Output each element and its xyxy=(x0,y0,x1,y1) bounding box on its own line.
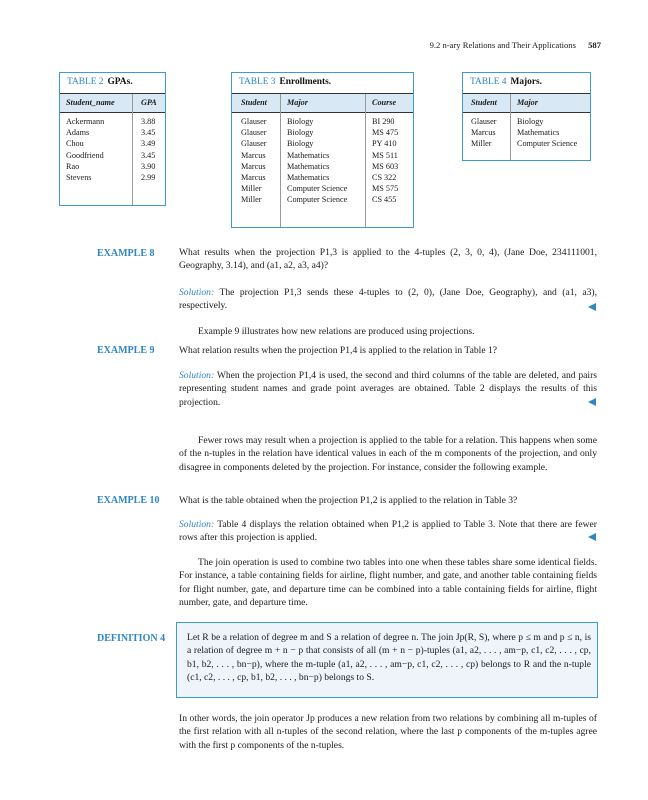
table-cell: CS 322 xyxy=(372,172,397,182)
example-10-solution xyxy=(179,518,597,545)
table-cell: Goodfriend xyxy=(66,150,104,160)
end-of-example-marker xyxy=(588,533,596,541)
table-cell: MS 603 xyxy=(372,161,399,171)
table-cell: Miller xyxy=(241,195,262,205)
table-row xyxy=(232,116,413,127)
column-header: Course xyxy=(372,98,397,107)
table-cell: Biology xyxy=(287,128,314,138)
paragraph-join: The join operation is used to combine two tables into one when these tables share some identical fields. For instance, a table containing fields for airline, flight number, and gate, and another table containing fields for flight number, gate, and departure time can be combined into a table containing fields for airline, flight number, gate, and departure time. xyxy=(179,557,597,609)
solution-text: When the projection P1,4 is used, the second and third columns of the table are deleted, and pairs representing student names and grade point averages are obtained. Table 2 displays the results of this projection. xyxy=(179,370,597,408)
end-of-example-marker xyxy=(588,303,596,311)
table-rule xyxy=(463,112,590,113)
table-cell: Glauser xyxy=(471,117,497,126)
table-row xyxy=(232,183,413,194)
table-row xyxy=(232,161,413,172)
table-row xyxy=(60,161,165,172)
table-cell: Mathematics xyxy=(287,150,330,160)
running-title: 9.2 n-ary Relations and Their Applications xyxy=(429,40,576,50)
table-cell: Marcus xyxy=(241,150,266,160)
table-cell: Biology xyxy=(287,117,314,126)
table-cell: MS 475 xyxy=(372,128,399,138)
table-cell: 3.45 xyxy=(141,150,156,160)
table-cell: Biology xyxy=(517,117,544,126)
table-row xyxy=(60,172,165,183)
table-cell: Marcus xyxy=(241,161,266,171)
table-rule xyxy=(60,112,165,113)
table-name: Enrollments. xyxy=(279,77,332,88)
table-cell: PY 410 xyxy=(372,139,397,149)
table-header-row xyxy=(232,94,413,112)
table-row xyxy=(60,116,165,127)
table-enrollments xyxy=(231,72,414,228)
table-cell: Ackermann xyxy=(66,117,105,126)
table-row xyxy=(463,127,590,138)
table-caption xyxy=(232,73,413,93)
table-cell: MS 511 xyxy=(372,150,398,160)
page-header xyxy=(430,39,601,51)
table-cell: Glauser xyxy=(241,128,267,138)
intro-example-9: Example 9 illustrates how new relations are produced using projections. xyxy=(198,326,475,337)
table-row xyxy=(60,138,165,149)
table-row xyxy=(232,127,413,138)
table-cell: 3.90 xyxy=(141,161,156,171)
example-8-solution xyxy=(179,286,597,313)
table-row xyxy=(60,150,165,161)
table-cell: Marcus xyxy=(241,172,266,182)
table-cell: Glauser xyxy=(241,117,267,126)
column-header: Major xyxy=(517,98,538,107)
table-cell: 3.49 xyxy=(141,139,156,149)
table-caption xyxy=(60,73,165,93)
definition-4-label: DEFINITION 4 xyxy=(97,633,166,644)
table-number: TABLE 2 xyxy=(67,77,104,88)
paragraph-fewer-rows: Fewer rows may result when a projection is applied to the table for a relation. This happens when some of the n-tuples in the relation have identical values in each of the m components of the projection, and only disagree in components deleted by the projection. For instance, consider the following example. xyxy=(179,435,597,473)
page-number: 587 xyxy=(588,40,601,50)
table-gpas xyxy=(59,72,166,206)
table-cell: Stevens xyxy=(66,172,92,182)
table-row xyxy=(232,150,413,161)
solution-label: Solution: xyxy=(179,287,215,298)
table-cell: 3.45 xyxy=(141,128,156,138)
example-10-label: EXAMPLE 10 xyxy=(97,495,160,506)
table-cell: Marcus xyxy=(471,128,496,138)
table-body xyxy=(232,116,413,206)
table-number: TABLE 3 xyxy=(239,77,276,88)
table-cell: Computer Science xyxy=(287,195,348,205)
table-majors xyxy=(462,72,591,161)
table-cell: 2.99 xyxy=(141,172,156,182)
table-row xyxy=(232,172,413,183)
table-cell: Miller xyxy=(241,184,262,194)
table-body xyxy=(60,116,165,183)
table-row xyxy=(60,127,165,138)
table-cell: 3.88 xyxy=(141,117,156,126)
table-cell: Computer Science xyxy=(517,139,578,149)
table-name: GPAs. xyxy=(107,77,133,88)
solution-label: Solution: xyxy=(179,370,215,381)
table-cell: Miller xyxy=(471,139,492,149)
example-9-label: EXAMPLE 9 xyxy=(97,345,155,356)
example-8-question: What results when the projection P1,3 is applied to the 4-tuples (2, 3, 0, 4), (Jane Doe, 234111001, Geography, 3.14), and (a1, a2, a3, a4)? xyxy=(179,247,597,272)
table-row xyxy=(463,138,590,149)
table-cell: Computer Science xyxy=(287,184,348,194)
column-header: Student_name xyxy=(66,98,115,107)
end-of-example-marker xyxy=(588,398,596,406)
table-row xyxy=(232,138,413,149)
table-header-row xyxy=(60,94,165,112)
column-header: GPA xyxy=(141,98,157,107)
solution-text: Table 4 displays the relation obtained when P1,2 is applied to Table 3. Note that there are fewer rows after this projection is applied. xyxy=(179,519,597,544)
solution-text: The projection P1,3 sends these 4-tuples to (2, 0), (Jane Doe, Geography), and (a1, a3), respectively. xyxy=(179,287,597,312)
table-cell: Glauser xyxy=(241,139,267,149)
example-8-label: EXAMPLE 8 xyxy=(97,248,155,259)
table-row xyxy=(463,116,590,127)
table-cell: Adams xyxy=(66,128,90,138)
table-number: TABLE 4 xyxy=(470,77,507,88)
solution-label: Solution: xyxy=(179,519,215,530)
table-cell: Mathematics xyxy=(517,128,560,138)
table-cell: MS 575 xyxy=(372,184,399,194)
table-header-row xyxy=(463,94,590,112)
table-cell: Rao xyxy=(66,161,80,171)
table-cell: Chou xyxy=(66,139,84,149)
table-cell: CS 455 xyxy=(372,195,397,205)
column-header: Student xyxy=(471,98,497,107)
table-cell: Mathematics xyxy=(287,172,330,182)
example-9-solution xyxy=(179,369,597,409)
paragraph-join-explanation: In other words, the join operator Jp produces a new relation from two relations by combining all m-tuples of the first relation with all n-tuples of the second relation, where the last p components of the m-tuples agree with the first p components of the n-tuples. xyxy=(179,713,597,751)
table-cell: BI 290 xyxy=(372,117,395,126)
table-rule xyxy=(232,112,413,113)
table-body xyxy=(463,116,590,150)
column-header: Major xyxy=(287,98,308,107)
definition-4-text: Let R be a relation of degree m and S a relation of degree n. The join Jp(R, S), where p ≤ m and p ≤ n, is a relation of degree m + n − p that consists of all (m + n − p)-tuples (a1, a2, . . . , am−p, c1, c2, . . . , cp, b1, b2, . . . , bn−p), where the m-tuple (a1, a2, . . . , am−p, c1, c2, . . . , cp) belongs to R and the n-tuple (c1, c2, . . . , cp, b1, b2, . . . , bn−p) belongs to S. xyxy=(187,632,591,683)
table-name: Majors. xyxy=(510,77,542,88)
table-cell: Biology xyxy=(287,139,314,149)
example-9-question: What relation results when the projection P1,4 is applied to the relation in Table 1? xyxy=(179,345,498,356)
table-caption xyxy=(463,73,590,93)
table-cell: Mathematics xyxy=(287,161,330,171)
table-row xyxy=(232,194,413,205)
example-10-question: What is the table obtained when the projection P1,2 is applied to the relation in Table 3? xyxy=(179,495,518,506)
column-header: Student xyxy=(241,98,267,107)
